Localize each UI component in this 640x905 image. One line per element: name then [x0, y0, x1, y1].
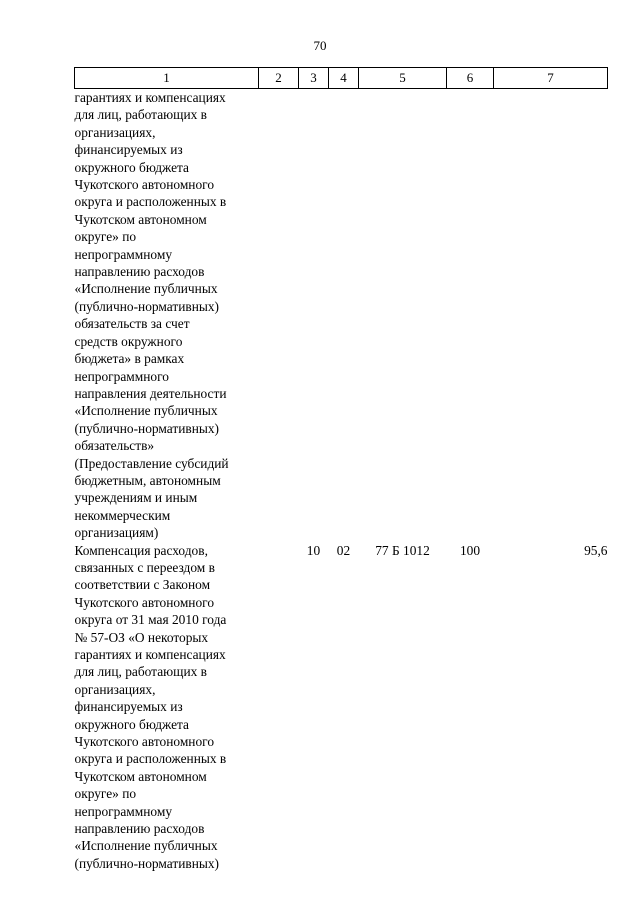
- row-col-3: 10: [306, 542, 321, 558]
- table-row: [75, 542, 608, 873]
- table-row: [75, 89, 608, 542]
- header-col-7: 7: [494, 68, 608, 89]
- header-col-4: 4: [329, 68, 359, 89]
- header-col-2: 2: [259, 68, 299, 89]
- budget-table: [74, 67, 608, 872]
- header-col-6: 6: [447, 68, 494, 89]
- row-col-6: [447, 89, 494, 542]
- table-header-row: [75, 68, 608, 89]
- header-col-5: 5: [359, 68, 447, 89]
- row-name: Компенсация расходов, связанных с переездом в соответствии с Законом Чукотского автономного округа от 31 мая 2010 года № 57-ОЗ «О некоторых гарантиях и компенсациях для лиц, работающих в организациях, финансируемых из окружного бюджета Чукотского автономного округа и расположенных в Чукотском автономном округе» по непрограммному направлению расходов «Исполнение публичных (публично-нормативных): [74, 542, 227, 871]
- row-name: гарантиях и компенсациях для лиц, работающих в организациях, финансируемых из окружного бюджета Чукотского автономного округа и расположенных в Чукотском автономном округе» по непрограммному направлению расходов «Исполнение публичных (публично-нормативных) обязательств за счет средств окружного бюджета» в рамках непрограммного направления деятельности «Исполнение публичных (публично-нормативных) обязательств» (Предоставление субсидий бюджетным, автономным учреждениям и иным некоммерческим организациям): [74, 90, 229, 541]
- row-col-7: 95,6: [584, 542, 608, 558]
- row-col-5: 77 Б 1012: [375, 542, 430, 558]
- header-col-1: 1: [75, 68, 259, 89]
- row-col-4: [329, 89, 359, 542]
- row-col-2: [259, 542, 299, 873]
- row-col-7: [494, 89, 608, 542]
- row-col-6: 100: [459, 542, 481, 558]
- row-col-3: [299, 89, 329, 542]
- page-number: 70: [313, 38, 327, 53]
- row-col-2: [259, 89, 299, 542]
- row-col-4: 02: [336, 542, 351, 558]
- header-col-3: 3: [299, 68, 329, 89]
- row-col-5: [359, 89, 447, 542]
